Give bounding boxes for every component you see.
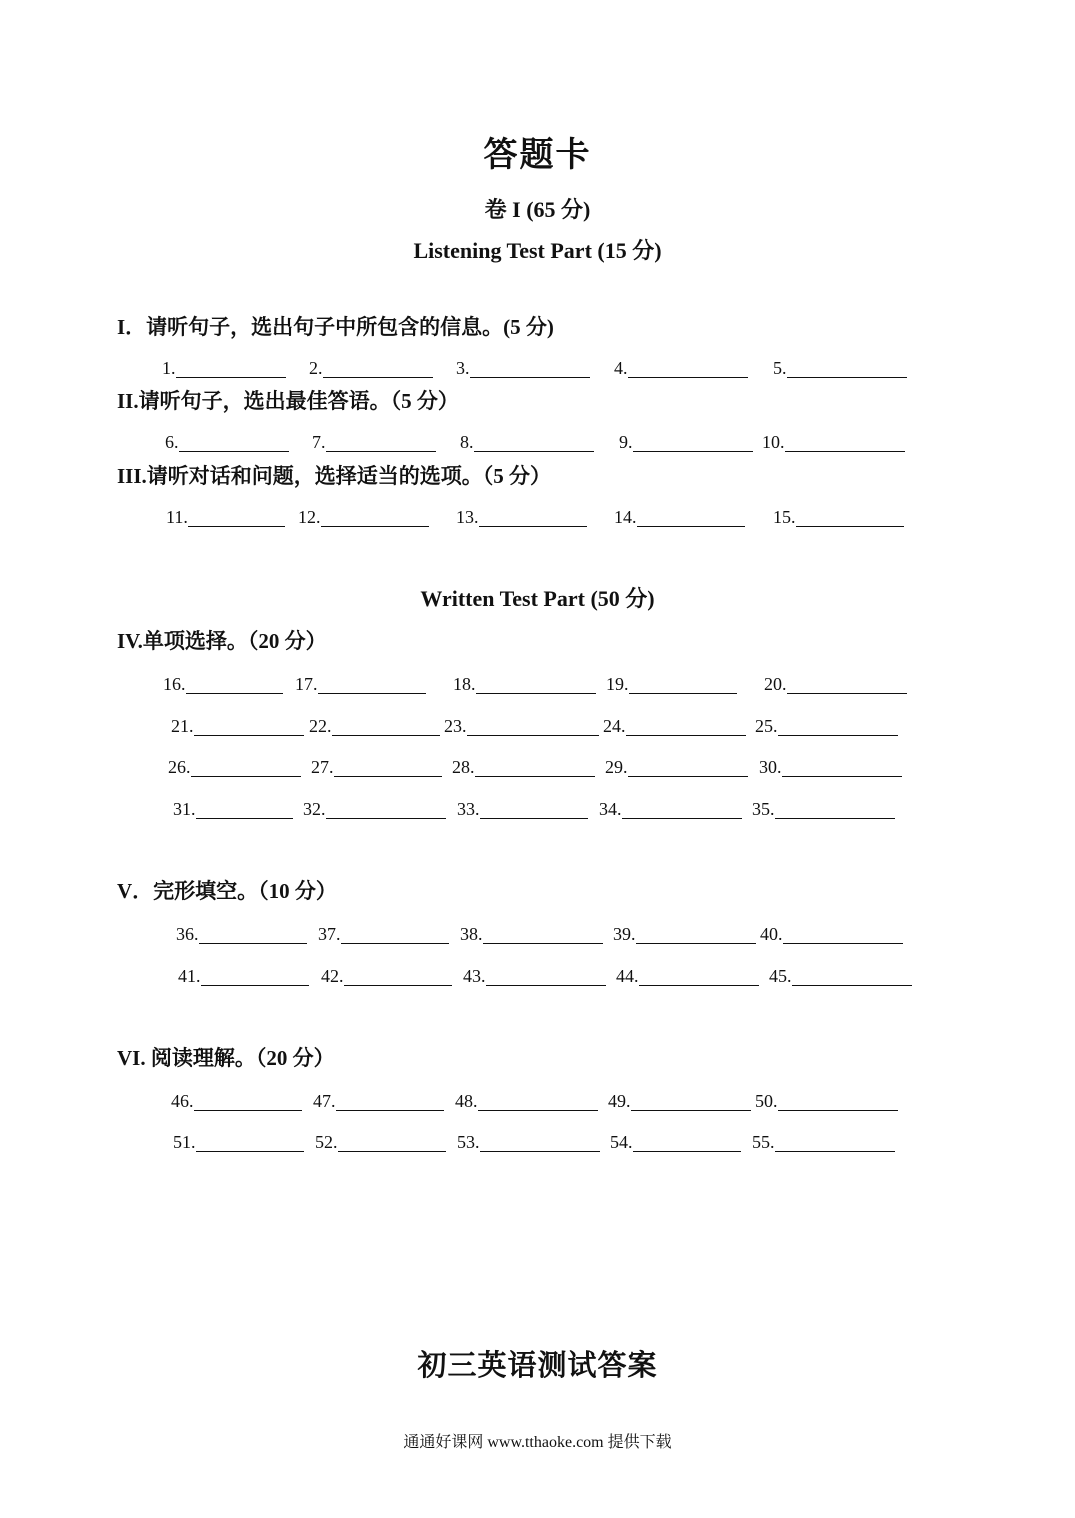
answer-number: 21. <box>171 716 194 736</box>
answer-blank-8[interactable] <box>460 428 594 452</box>
answer-number: 12. <box>298 507 321 527</box>
answer-line <box>194 717 304 736</box>
answer-number: 38. <box>460 924 483 944</box>
answer-blank-5[interactable] <box>773 354 907 378</box>
answer-number: 3. <box>456 358 470 378</box>
answer-blank-15[interactable] <box>773 503 904 527</box>
answer-number: 47. <box>313 1091 336 1111</box>
answer-blank-17[interactable] <box>295 670 426 694</box>
answer-blank-31[interactable] <box>173 795 293 819</box>
answer-blank-18[interactable] <box>453 670 596 694</box>
answer-blank-40[interactable] <box>760 920 903 944</box>
answer-blank-43[interactable] <box>463 962 606 986</box>
answer-line <box>486 967 606 986</box>
answer-line <box>474 433 594 452</box>
answer-blank-7[interactable] <box>312 428 436 452</box>
answer-blank-53[interactable] <box>457 1128 600 1152</box>
answer-blank-21[interactable] <box>171 712 304 736</box>
answer-number: 40. <box>760 924 783 944</box>
answer-blank-47[interactable] <box>313 1087 444 1111</box>
answer-number: 18. <box>453 674 476 694</box>
answer-line <box>787 359 907 378</box>
answer-number: 16. <box>163 674 186 694</box>
answer-number: 37. <box>318 924 341 944</box>
answer-blank-32[interactable] <box>303 795 446 819</box>
answer-line <box>476 675 596 694</box>
answer-blank-42[interactable] <box>321 962 452 986</box>
answer-line <box>201 967 309 986</box>
answer-line <box>483 925 603 944</box>
answer-blank-24[interactable] <box>603 712 746 736</box>
answer-line <box>782 758 902 777</box>
answer-line <box>194 1092 302 1111</box>
answer-blank-28[interactable] <box>452 753 595 777</box>
answer-line <box>628 359 748 378</box>
answer-line <box>196 1133 304 1152</box>
answer-number: 50. <box>755 1091 778 1111</box>
answer-line <box>191 758 301 777</box>
section-5-heading: V．完形填空。（10 分） <box>117 879 337 903</box>
answer-blank-26[interactable] <box>168 753 301 777</box>
answer-number: 23. <box>444 716 467 736</box>
answer-blank-22[interactable] <box>309 712 440 736</box>
answer-line <box>778 1092 898 1111</box>
answer-blank-10[interactable] <box>762 428 905 452</box>
answer-blank-45[interactable] <box>769 962 912 986</box>
answer-number: 41. <box>178 966 201 986</box>
answer-line <box>775 800 895 819</box>
answer-blank-44[interactable] <box>616 962 759 986</box>
answer-blank-36[interactable] <box>176 920 307 944</box>
answer-blank-39[interactable] <box>613 920 756 944</box>
answer-blank-35[interactable] <box>752 795 895 819</box>
answer-number: 22. <box>309 716 332 736</box>
answer-number: 52. <box>315 1132 338 1152</box>
answer-line <box>631 1092 751 1111</box>
section-6-heading: VI. 阅读理解。（20 分） <box>117 1046 335 1070</box>
answer-line <box>633 1133 741 1152</box>
answer-blank-1[interactable] <box>162 354 286 378</box>
answer-blank-50[interactable] <box>755 1087 898 1111</box>
answer-blank-52[interactable] <box>315 1128 446 1152</box>
answer-line <box>775 1133 895 1152</box>
answer-number: 25. <box>755 716 778 736</box>
answer-number: 53. <box>457 1132 480 1152</box>
answer-blank-9[interactable] <box>619 428 753 452</box>
answer-blank-33[interactable] <box>457 795 588 819</box>
answer-line <box>478 1092 598 1111</box>
answer-number: 42. <box>321 966 344 986</box>
answer-line <box>336 1092 444 1111</box>
answer-line <box>639 967 759 986</box>
answer-line <box>326 433 436 452</box>
volume-heading: 卷 I (65 分) <box>484 197 591 222</box>
written-part-heading: Written Test Part (50 分) <box>420 586 655 611</box>
answer-number: 19. <box>606 674 629 694</box>
answer-line <box>186 675 283 694</box>
answer-number: 43. <box>463 966 486 986</box>
answer-number: 39. <box>613 924 636 944</box>
section-2-heading: II.请听句子，选出最佳答语。（5 分） <box>117 389 459 413</box>
answer-number: 33. <box>457 799 480 819</box>
answer-blank-38[interactable] <box>460 920 603 944</box>
answer-line <box>176 359 286 378</box>
answer-line <box>626 717 746 736</box>
footer-source-text: 通通好课网 www.tthaoke.com 提供下载 <box>403 1434 672 1451</box>
answer-number: 14. <box>614 507 637 527</box>
answer-blank-55[interactable] <box>752 1128 895 1152</box>
answer-blank-30[interactable] <box>759 753 902 777</box>
answer-line <box>636 925 756 944</box>
answer-line <box>188 508 285 527</box>
answer-blank-12[interactable] <box>298 503 429 527</box>
answer-line <box>785 433 905 452</box>
answer-blank-19[interactable] <box>606 670 737 694</box>
answer-line <box>479 508 587 527</box>
answer-number: 51. <box>173 1132 196 1152</box>
answer-number: 45. <box>769 966 792 986</box>
answer-line <box>179 433 289 452</box>
answer-number: 27. <box>311 757 334 777</box>
answer-line <box>338 1133 446 1152</box>
answer-blank-23[interactable] <box>444 712 599 736</box>
answer-line <box>622 800 742 819</box>
section-1-heading: I．请听句子，选出句子中所包含的信息。(5 分) <box>117 315 554 339</box>
answer-number: 48. <box>455 1091 478 1111</box>
answer-line <box>792 967 912 986</box>
answer-blank-16[interactable] <box>163 670 283 694</box>
answer-line <box>196 800 293 819</box>
answer-number: 15. <box>773 507 796 527</box>
answer-number: 29. <box>605 757 628 777</box>
answer-number: 10. <box>762 432 785 452</box>
answer-line <box>334 758 442 777</box>
answer-line <box>633 433 753 452</box>
answer-blank-54[interactable] <box>610 1128 741 1152</box>
listening-part-heading: Listening Test Part (15 分) <box>413 238 662 263</box>
answer-number: 30. <box>759 757 782 777</box>
answer-line <box>470 359 590 378</box>
answer-line <box>321 508 429 527</box>
answer-line <box>778 717 898 736</box>
answer-blank-25[interactable] <box>755 712 898 736</box>
answer-blank-48[interactable] <box>455 1087 598 1111</box>
answer-line <box>480 1133 600 1152</box>
answer-line <box>199 925 307 944</box>
answer-number: 55. <box>752 1132 775 1152</box>
answer-blank-11[interactable] <box>166 503 285 527</box>
answer-number: 9. <box>619 432 633 452</box>
section-4-heading: IV.单项选择。（20 分） <box>117 629 327 653</box>
answer-blank-37[interactable] <box>318 920 449 944</box>
answer-line <box>628 758 748 777</box>
answer-line <box>475 758 595 777</box>
answer-blank-6[interactable] <box>165 428 289 452</box>
answer-line <box>796 508 904 527</box>
answer-number: 36. <box>176 924 199 944</box>
answer-number: 26. <box>168 757 191 777</box>
answer-blank-3[interactable] <box>456 354 590 378</box>
answer-line <box>341 925 449 944</box>
answer-number: 24. <box>603 716 626 736</box>
answer-blank-46[interactable] <box>171 1087 302 1111</box>
answer-line <box>783 925 903 944</box>
answer-line <box>480 800 588 819</box>
answer-blank-14[interactable] <box>614 503 745 527</box>
answer-number: 34. <box>599 799 622 819</box>
answer-line <box>787 675 907 694</box>
answer-blank-49[interactable] <box>608 1087 751 1111</box>
answer-line <box>344 967 452 986</box>
answer-number: 54. <box>610 1132 633 1152</box>
answer-line <box>629 675 737 694</box>
answer-number: 1. <box>162 358 176 378</box>
answer-line <box>318 675 426 694</box>
answer-blank-29[interactable] <box>605 753 748 777</box>
page-title: 答题卡 <box>483 137 592 174</box>
answer-blank-13[interactable] <box>456 503 587 527</box>
answer-number: 13. <box>456 507 479 527</box>
answer-number: 31. <box>173 799 196 819</box>
answer-blank-41[interactable] <box>178 962 309 986</box>
answer-number: 20. <box>764 674 787 694</box>
answer-line <box>332 717 440 736</box>
answer-number: 5. <box>773 358 787 378</box>
answer-number: 32. <box>303 799 326 819</box>
answer-number: 49. <box>608 1091 631 1111</box>
section-3-heading: III.请听对话和问题，选择适当的选项。（5 分） <box>117 464 552 488</box>
answer-number: 8. <box>460 432 474 452</box>
answer-blank-27[interactable] <box>311 753 442 777</box>
answer-line <box>326 800 446 819</box>
answer-blank-4[interactable] <box>614 354 748 378</box>
answer-blank-34[interactable] <box>599 795 742 819</box>
answer-line <box>467 717 599 736</box>
answer-number: 17. <box>295 674 318 694</box>
answer-blank-2[interactable] <box>309 354 433 378</box>
answer-number: 2. <box>309 358 323 378</box>
answer-line <box>637 508 745 527</box>
answer-blank-51[interactable] <box>173 1128 304 1152</box>
answer-blank-20[interactable] <box>764 670 907 694</box>
answer-number: 11. <box>166 507 188 527</box>
answer-line <box>323 359 433 378</box>
answer-number: 4. <box>614 358 628 378</box>
answer-number: 7. <box>312 432 326 452</box>
answer-key-title: 初三英语测试答案 <box>417 1350 658 1382</box>
answer-number: 46. <box>171 1091 194 1111</box>
answer-number: 44. <box>616 966 639 986</box>
answer-number: 28. <box>452 757 475 777</box>
answer-number: 35. <box>752 799 775 819</box>
answer-number: 6. <box>165 432 179 452</box>
